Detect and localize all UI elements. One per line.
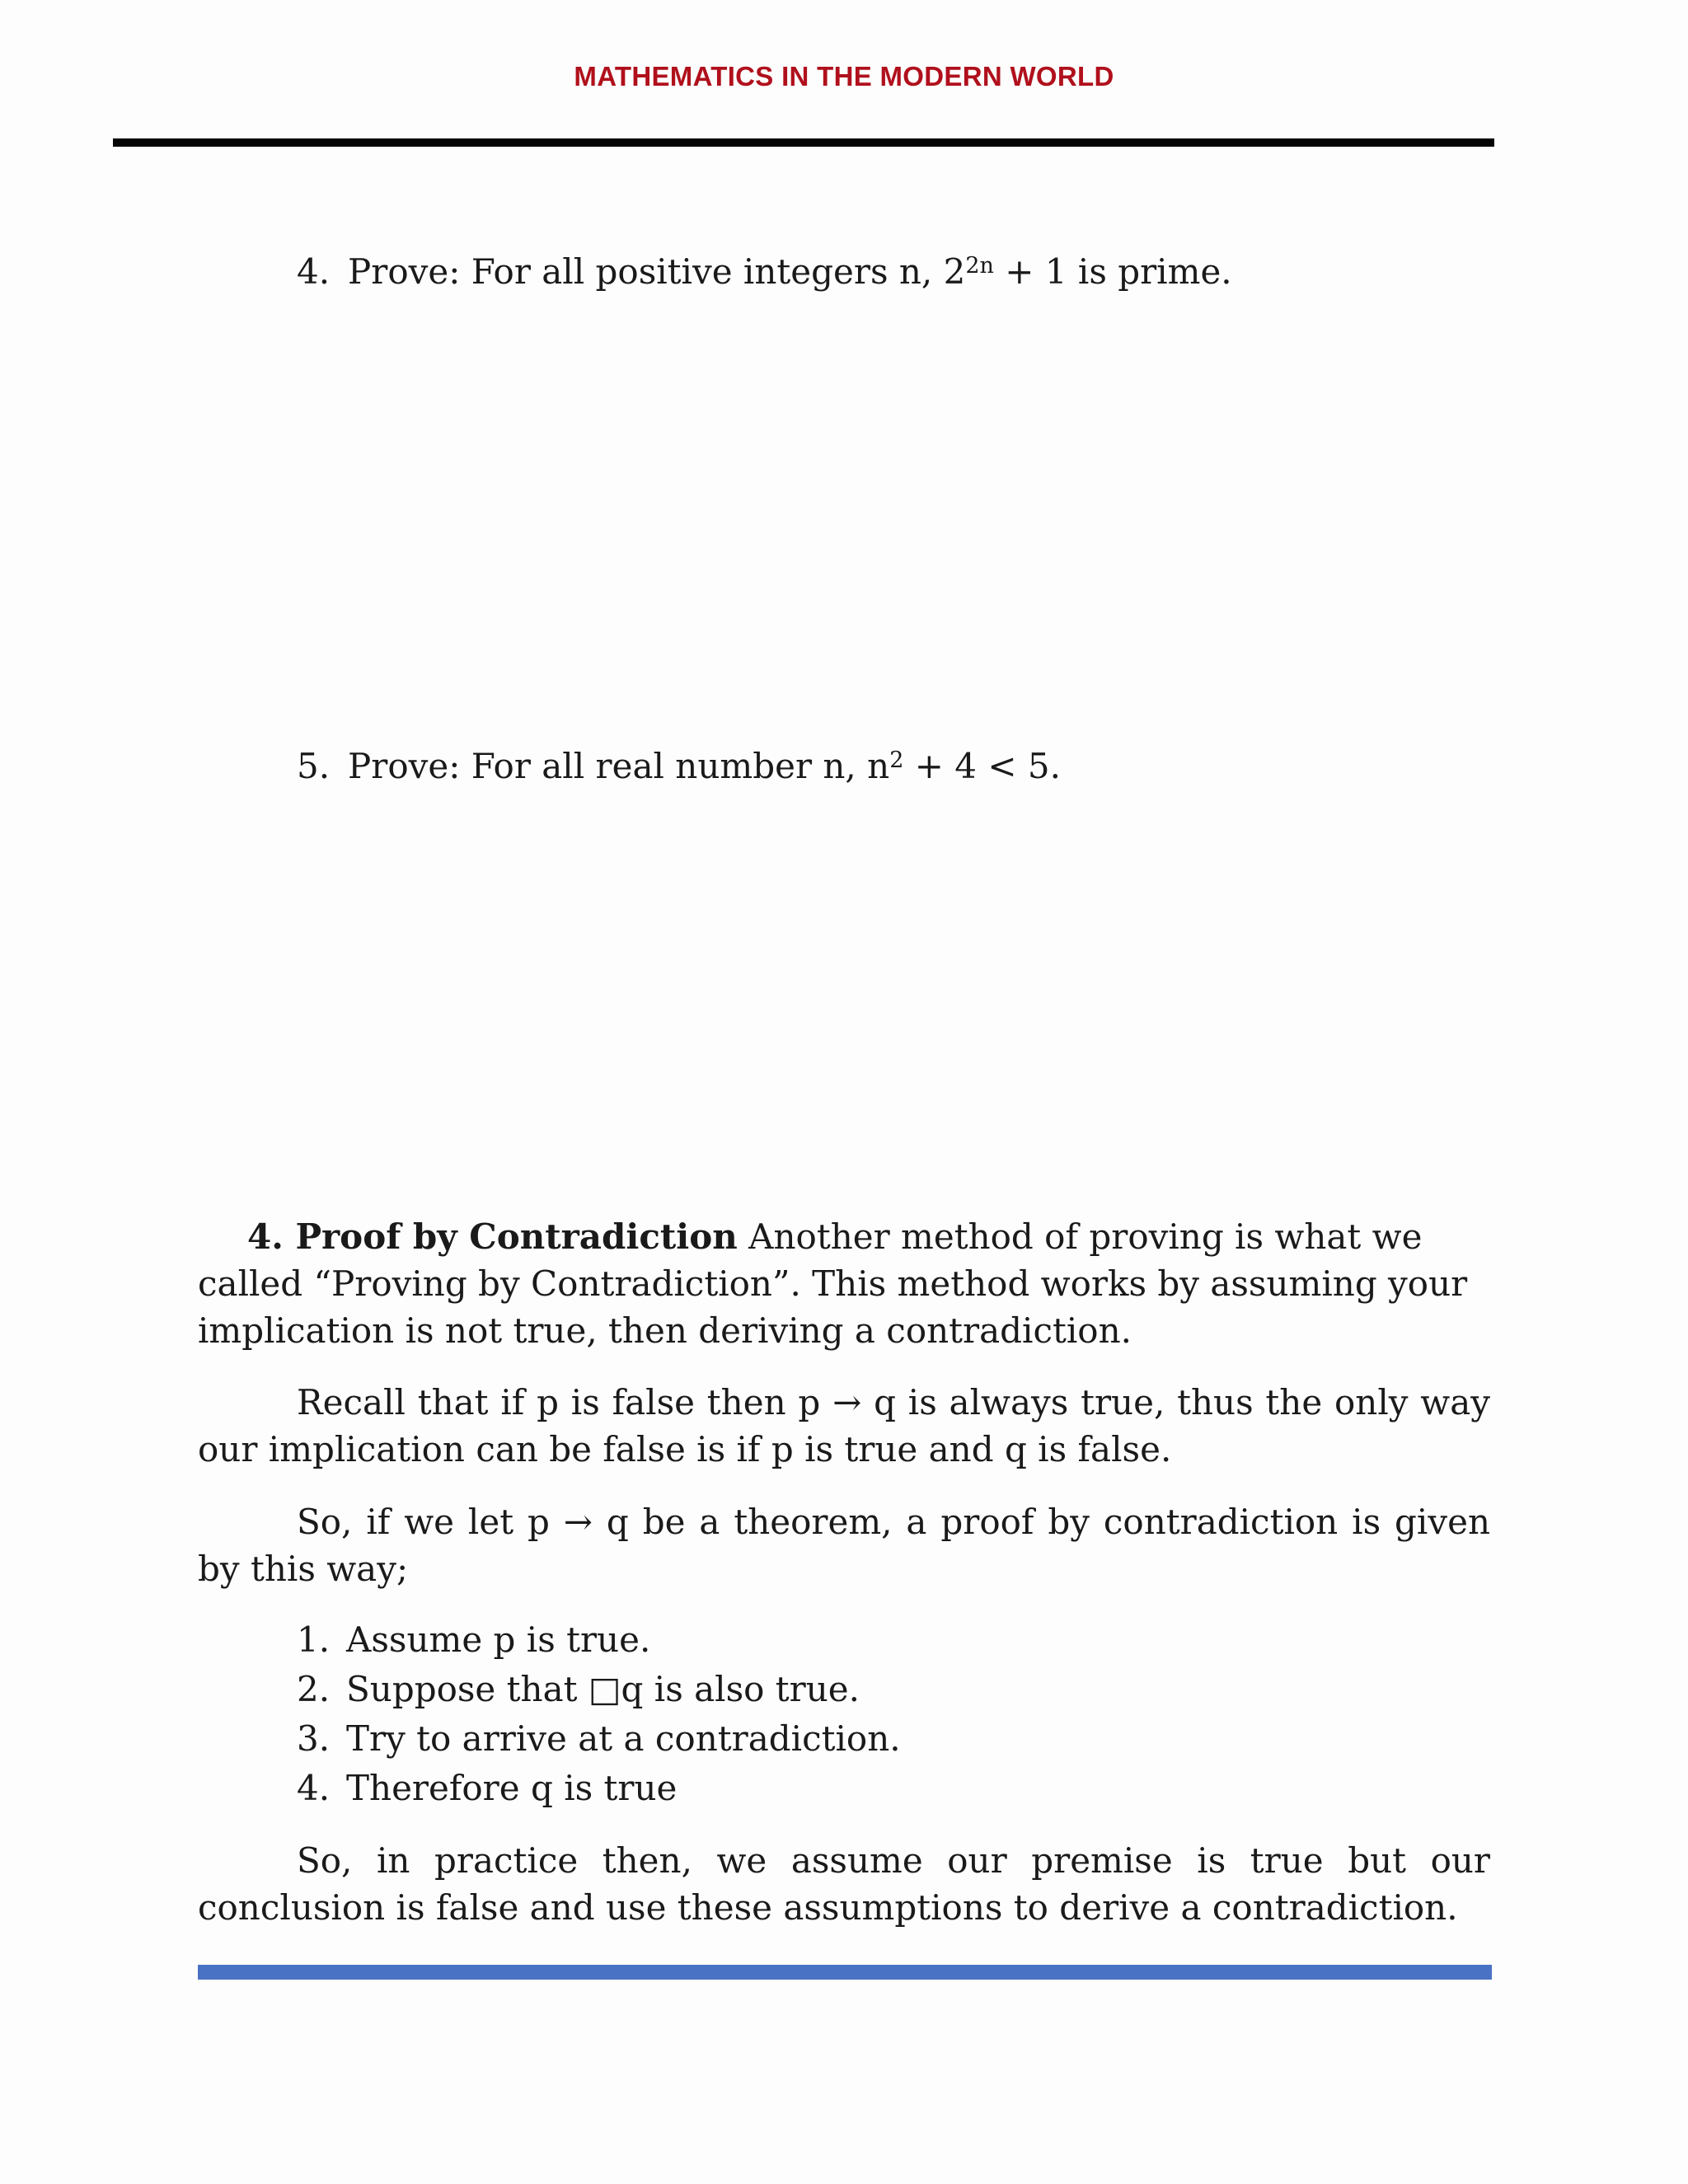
list-item: 1. Assume p is true.: [297, 1619, 651, 1660]
exercise-number: 4.: [297, 251, 331, 292]
practice-paragraph: So, in practice then, we assume our premise is true but our conclusion is false and use these assumptions to derive a contradiction.: [198, 1840, 1490, 1928]
list-item: 2. Suppose that □q is also true.: [297, 1669, 860, 1709]
section-heading: 4. Proof by Contradiction: [247, 1216, 738, 1257]
theorem-paragraph: So, if we let p → q be a theorem, a proof by contradiction is given by this way;: [198, 1502, 1490, 1589]
exercise-exponent: 2: [889, 748, 904, 773]
exercise-text: Prove: For all real number n, n: [348, 746, 890, 786]
page-header-title: MATHEMATICS IN THE MODERN WORLD: [574, 61, 1114, 91]
recall-paragraph: Recall that if p is false then p → q is always true, thus the only way our implication can be false is if p is true and q is false.: [198, 1382, 1490, 1469]
list-item: 3. Try to arrive at a contradiction.: [297, 1718, 901, 1759]
exercise-text: Prove: For all positive integers n, 2: [348, 251, 966, 292]
header-divider: [113, 138, 1494, 147]
proof-steps-list: [297, 1615, 901, 1813]
exercise-text-end: + 1 is prime.: [993, 251, 1232, 292]
list-item: 4. Therefore q is true: [297, 1768, 678, 1808]
exercise-number: 5.: [297, 746, 331, 786]
exercise-5: [297, 742, 1061, 791]
exercise-4: [297, 247, 1232, 297]
exercise-text-end: + 4 < 5.: [903, 746, 1061, 786]
section-intro-paragraph: [198, 1213, 1490, 1354]
section-intro-text: Another method of proving is what we called “Proving by Contradiction”. This method works by assuming your implication is not true, then deriving a contradiction.: [198, 1216, 1468, 1351]
footer-divider: [198, 1965, 1492, 1980]
exercise-exponent: 2n: [965, 253, 994, 279]
